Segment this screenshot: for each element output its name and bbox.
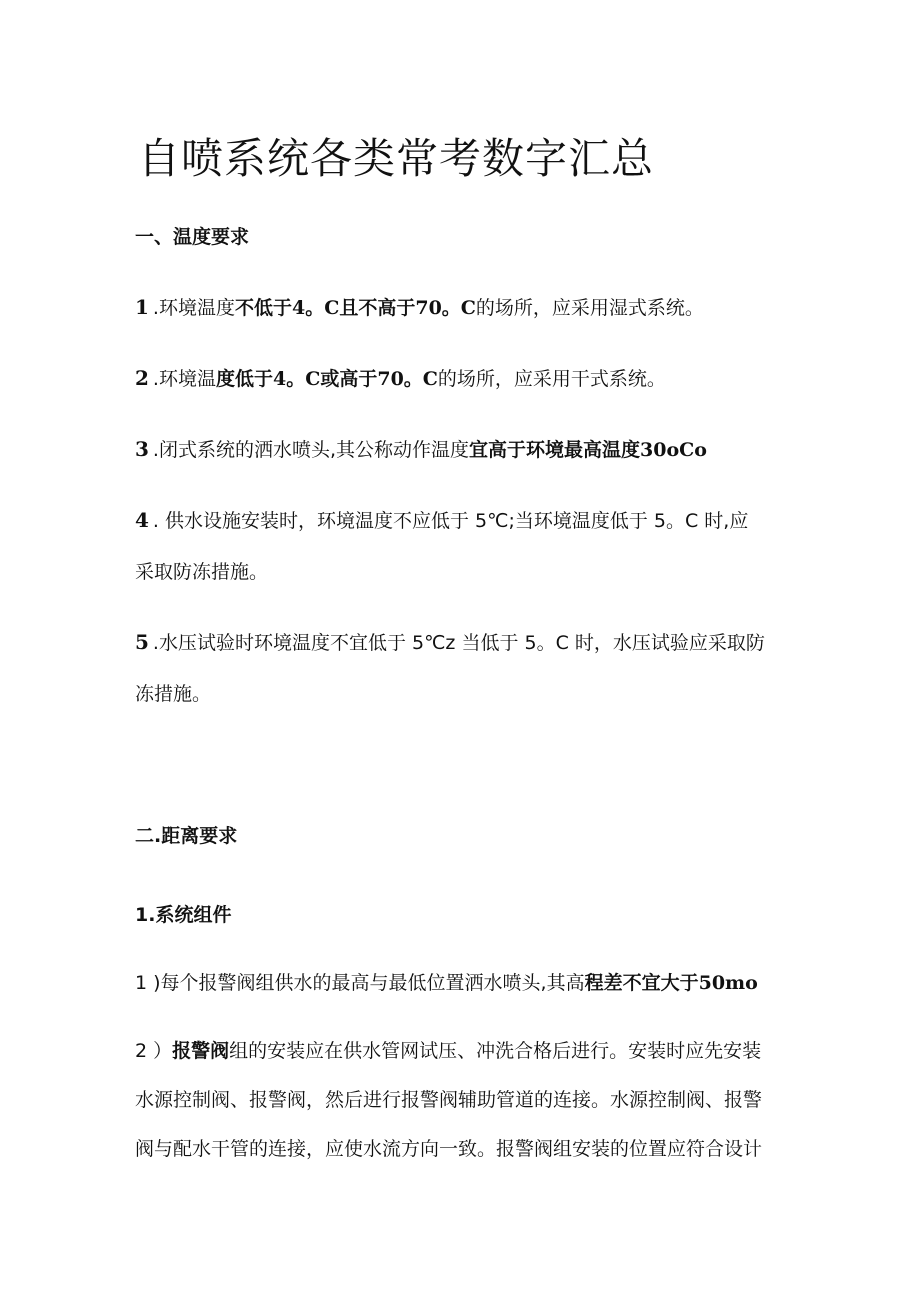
section-heading-temperature: 一、温度要求 bbox=[135, 226, 250, 248]
item-emphasis: 宜高于环境最高温度 bbox=[469, 439, 641, 461]
item-text: .环境温 bbox=[152, 368, 216, 390]
distance-paragraph-2-line-3: 阀与配水干管的连接，应使水流方向一致。报警阀组安装的位置应符合设计 bbox=[135, 1138, 763, 1160]
item-text: .水压试验时环境温度不宜低于 5℃z 当低于 5。C 时，水压试验应采取防 bbox=[152, 632, 765, 654]
item-value: 4。C bbox=[272, 368, 321, 390]
paragraph-value: 50mo bbox=[698, 972, 758, 994]
item-number: 5 bbox=[135, 630, 149, 654]
item-number: 1 bbox=[135, 295, 149, 319]
temperature-item-4-line-1 bbox=[135, 506, 748, 533]
temperature-item-5-line-2: 冻措施。 bbox=[135, 683, 212, 705]
item-emphasis: 且不高于 bbox=[339, 297, 416, 319]
item-value: 4。C bbox=[291, 297, 340, 319]
item-emphasis: 不低于 bbox=[234, 297, 292, 319]
page-title: 自喷系统各类常考数字汇总 bbox=[138, 134, 655, 183]
item-number: 4 bbox=[135, 508, 149, 532]
item-emphasis: 或高于 bbox=[320, 368, 378, 390]
item-emphasis: 度低于 bbox=[215, 368, 273, 390]
section-heading-distance: 二.距离要求 bbox=[135, 825, 238, 847]
item-text: .闭式系统的洒水喷头,其公称动作温度 bbox=[152, 439, 470, 461]
distance-paragraph-2-line-1 bbox=[135, 1036, 761, 1063]
paragraph-text: 1 )每个报警阀组供水的最高与最低位置洒水喷头,其高 bbox=[135, 972, 585, 994]
item-value: 70。C bbox=[377, 368, 438, 390]
paragraph-text: 2 ） bbox=[135, 1040, 173, 1062]
distance-paragraph-1 bbox=[135, 968, 758, 995]
temperature-item-5-line-1 bbox=[135, 628, 765, 655]
item-text: 的场所，应采用干式系统。 bbox=[437, 368, 666, 390]
subsection-heading-components: 1.系统组件 bbox=[135, 904, 232, 926]
item-number: 2 bbox=[135, 366, 149, 390]
temperature-item-3 bbox=[135, 435, 707, 462]
item-text: . 供水设施安装时，环境温度不应低于 5℃;当环境温度低于 5。C 时,应 bbox=[152, 510, 749, 532]
item-value: 30oCo bbox=[640, 439, 707, 461]
paragraph-emphasis: 报警阀 bbox=[172, 1040, 230, 1062]
item-number: 3 bbox=[135, 437, 149, 461]
distance-paragraph-2-line-2: 水源控制阀、报警阀，然后进行报警阀辅助管道的连接。水源控制阀、报警 bbox=[135, 1089, 763, 1111]
paragraph-text: 组的安装应在供水管网试压、冲洗合格后进行。安装时应先安装 bbox=[229, 1040, 762, 1062]
item-text: .环境温度 bbox=[152, 297, 235, 319]
item-value: 70。C bbox=[415, 297, 476, 319]
paragraph-emphasis: 程差不宜大于 bbox=[584, 972, 699, 994]
item-text: 的场所，应采用湿式系统。 bbox=[475, 297, 704, 319]
temperature-item-1 bbox=[135, 293, 704, 320]
temperature-item-4-line-2: 采取防冻措施。 bbox=[135, 561, 269, 583]
temperature-item-2 bbox=[135, 364, 666, 391]
